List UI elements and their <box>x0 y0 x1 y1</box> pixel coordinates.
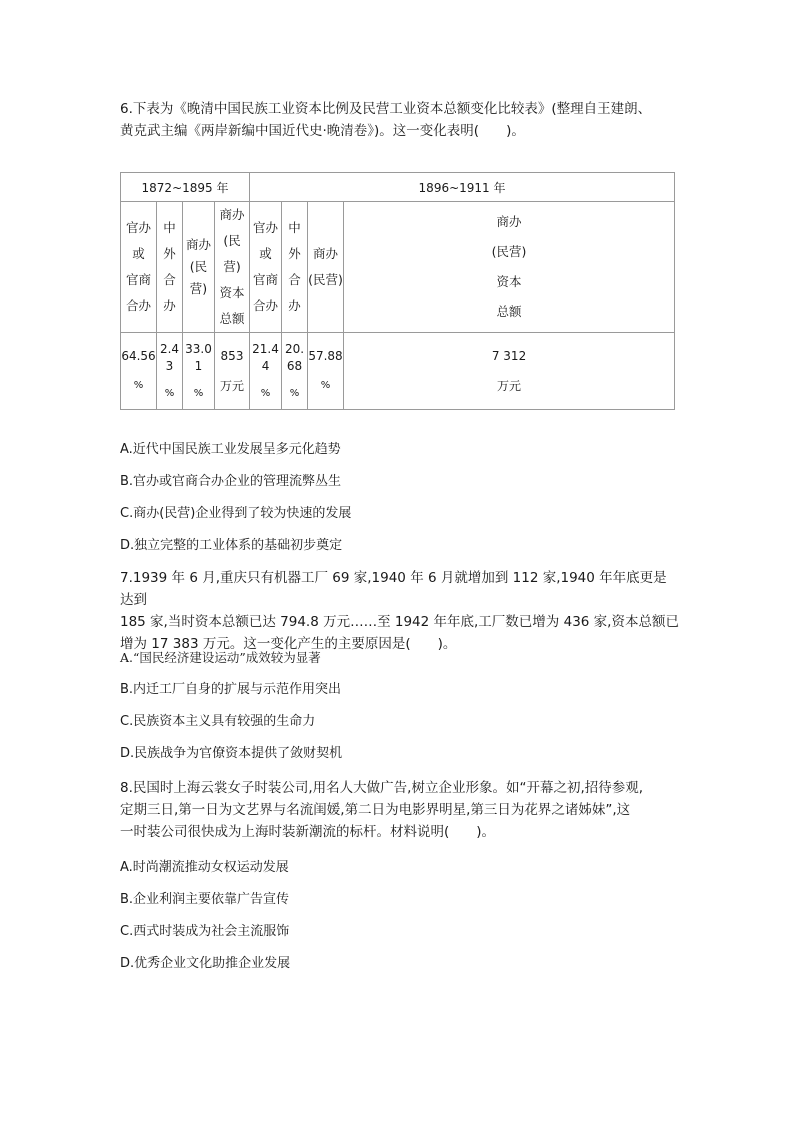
q7-option-a[interactable]: A.“国民经济建设运动”成效较为显著 <box>120 650 321 665</box>
q7-stem-line2: 185 家,当时资本总额已达 794.8 万元……至 1942 年年底,工厂数已增为 436 家,资本总额已 <box>120 614 679 630</box>
q6-option-d[interactable]: D.独立完整的工业体系的基础初步奠定 <box>120 538 343 553</box>
value-private-1 <box>183 333 215 410</box>
q6-stem-line1: 6.下表为《晚清中国民族工业资本比例及民营工业资本总额变化比较表》(整理自王建朗、 <box>120 101 652 117</box>
value-official-1 <box>121 333 157 410</box>
cell-text: % <box>320 380 331 391</box>
col-text: 合办 <box>125 298 151 313</box>
cell-text: % <box>289 387 300 399</box>
q8-stem-line3: 一时装公司很快成为上海时装新潮流的标杆。材料说明( )。 <box>120 824 496 840</box>
capital-ratio-table <box>120 172 675 410</box>
cell-text: % <box>193 387 204 399</box>
cell-text: 4 <box>261 358 270 373</box>
col-text: 官办 <box>125 220 151 235</box>
col-text: 商办 <box>185 237 211 252</box>
cell-text: 3 <box>165 358 174 373</box>
col-text: (民营) <box>308 272 343 287</box>
q6-option-c[interactable]: C.商办(民营)企业得到了较为快速的发展 <box>120 506 352 521</box>
q7-option-b[interactable]: B.内迁工厂自身的扩展与示范作用突出 <box>120 682 342 697</box>
col-header-private-capital <box>215 202 250 333</box>
value-sino-foreign-2 <box>282 333 308 410</box>
col-text: 合 <box>163 272 176 287</box>
cell-text: % <box>133 380 144 391</box>
value-sino-foreign-1 <box>157 333 183 410</box>
q7-stem-line3: 增为 17 383 万元。这一变化产生的主要原因是( )。 <box>120 636 457 652</box>
q8-stem <box>120 777 680 843</box>
q7-stem <box>120 567 680 655</box>
value-private-capital-1 <box>215 333 250 410</box>
col-text: 官办 <box>253 220 279 235</box>
period-header-1896-1911: 1896~1911 年 <box>250 173 675 202</box>
value-private-2 <box>308 333 344 410</box>
col-text: 外 <box>163 246 176 261</box>
col-header-official-2 <box>250 202 282 333</box>
cell-text: % <box>164 387 175 399</box>
col-text: 总额 <box>219 311 245 326</box>
q7-stem-line1: 7.1939 年 6 月,重庆只有机器工厂 69 家,1940 年 6 月就增加到 112 家,1940 年年底更是达到 <box>120 570 667 608</box>
cell-text: 21.4 <box>252 341 279 356</box>
cell-text: % <box>260 387 271 399</box>
q7-option-c[interactable]: C.民族资本主义具有较强的生命力 <box>120 714 316 729</box>
col-header-sino-foreign-2 <box>282 202 308 333</box>
period-header-1872-1895: 1872~1895 年 <box>121 173 250 202</box>
cell-text: 57.88 <box>308 349 343 363</box>
q7-option-d[interactable]: D.民族战争为官僚资本提供了敛财契机 <box>120 746 343 761</box>
q6-option-a[interactable]: A.近代中国民族工业发展呈多元化趋势 <box>120 442 341 457</box>
col-text: 办 <box>163 298 176 313</box>
col-header-private <box>183 202 215 333</box>
cell-text: 万元 <box>220 379 245 393</box>
col-text: 官商 <box>253 272 279 287</box>
col-text: (民 <box>189 259 208 274</box>
col-text: (民营) <box>223 233 241 274</box>
cell-text: 2.4 <box>159 341 180 356</box>
col-text: 中 <box>163 220 176 235</box>
col-text: 商办 <box>219 207 245 222</box>
cell-text: 20. <box>284 341 305 356</box>
col-header-official <box>121 202 157 333</box>
cell-text: 64.56 <box>121 349 156 363</box>
cell-text: 万元 <box>497 379 522 393</box>
col-text: 总额 <box>496 304 522 319</box>
q6-stem-line2: 黄克武主编《两岸新编中国近代史·晚清卷》)。这一变化表明( )。 <box>120 123 525 139</box>
q8-option-c[interactable]: C.西式时装成为社会主流服饰 <box>120 924 290 939</box>
col-header-sino-foreign <box>157 202 183 333</box>
col-text: 或 <box>132 246 145 261</box>
q8-option-b[interactable]: B.企业利润主要依靠广告宣传 <box>120 892 290 907</box>
q8-option-a[interactable]: A.时尚潮流推动女权运动发展 <box>120 860 289 875</box>
col-text: 合 <box>288 272 301 287</box>
q8-stem-line1: 8.民国时上海云裳女子时装公司,用名人大做广告,树立企业形象。如“开幕之初,招待参观, <box>120 780 644 796</box>
cell-text: 7 312 <box>491 349 527 363</box>
col-text: 资本 <box>496 274 522 289</box>
value-private-capital-2 <box>344 333 675 410</box>
q6-stem <box>120 98 680 142</box>
q8-stem-line2: 定期三日,第一日为文艺界与名流闺媛,第二日为电影界明星,第三日为花界之诸姊妹”,这 <box>120 802 631 818</box>
col-text: 商办 <box>496 214 522 229</box>
col-text: (民营) <box>491 244 527 259</box>
col-text: 官商 <box>125 272 151 287</box>
col-text: 商办 <box>313 246 339 261</box>
cell-text: 853 <box>220 349 244 363</box>
col-text: 营) <box>189 281 208 296</box>
cell-text: 33.0 <box>185 341 212 356</box>
col-text: 办 <box>288 298 301 313</box>
cell-text: 1 <box>194 358 203 373</box>
value-official-2 <box>250 333 282 410</box>
col-header-private-capital-2 <box>344 202 675 333</box>
col-text: 中 <box>288 220 301 235</box>
q8-option-d[interactable]: D.优秀企业文化助推企业发展 <box>120 956 291 971</box>
col-text: 外 <box>288 246 301 261</box>
col-text: 合办 <box>253 298 279 313</box>
col-header-private-2 <box>308 202 344 333</box>
col-text: 资本 <box>219 285 245 300</box>
cell-text: 68 <box>286 358 303 373</box>
col-text: 或 <box>259 246 272 261</box>
q6-option-b[interactable]: B.官办或官商合办企业的管理流弊丛生 <box>120 474 342 489</box>
